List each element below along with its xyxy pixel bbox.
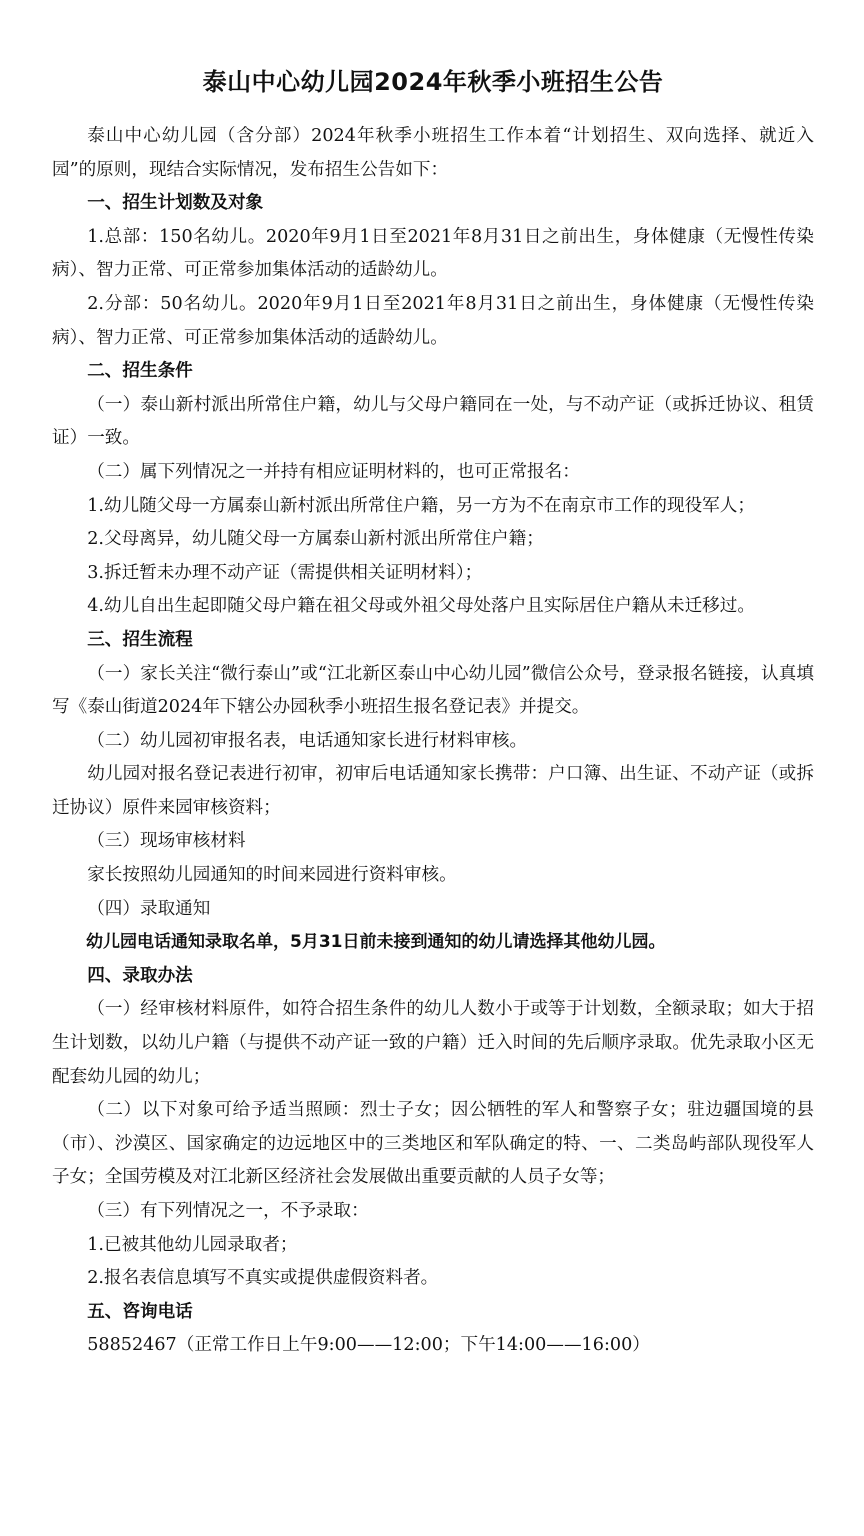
process-step-2: （二）幼儿园初审报名表，电话通知家长进行材料审核。 — [87, 730, 528, 751]
document-title: 泰山中心幼儿园2024年秋季小班招生公告 — [202, 68, 664, 96]
admission-rule-2: （二）以下对象可给予适当照顾：烈士子女；因公牺牲的军人和警察子女；驻边疆国境的县（市）、沙漠区、国家确定的边远地区中的三类地区和军队确定的特、一、二类岛屿部队现役军人子女；全国劳模及对江北新区经济社会发展做出重要贡献的人员子女等； — [52, 1100, 814, 1188]
intro-paragraph: 泰山中心幼儿园（含分部）2024年秋季小班招生工作本着“计划招生、双向选择、就近入园”的原则，现结合实际情况，发布招生公告如下： — [52, 126, 814, 180]
plan-main-campus: 1.总部：150名幼儿。2020年9月1日至2021年8月31日之前出生，身体健康（无慢性传染病）、智力正常、可正常参加集体活动的适龄幼儿。 — [52, 226, 814, 281]
section-heading-process: 三、招生流程 — [87, 629, 193, 650]
condition-2-item-2: 2.父母离异，幼儿随父母一方属泰山新村派出所常住户籍； — [87, 529, 544, 550]
admission-rule-1: （一）经审核材料原件，如符合招生条件的幼儿人数小于或等于计划数，全额录取；如大于招生计划数，以幼儿户籍（与提供不动产证一致的户籍）迁入时间的先后顺序录取。优先录取小区无配套幼儿园的幼儿； — [52, 999, 814, 1087]
process-step-4-detail: 幼儿园电话通知录取名单，5月31日前未接到通知的幼儿请选择其他幼儿园。 — [86, 932, 666, 953]
process-step-1: （一）家长关注“微行泰山”或“江北新区泰山中心幼儿园”微信公众号，登录报名链接，认真填写《泰山街道2024年下辖公办园秋季小班招生报名登记表》并提交。 — [52, 663, 814, 718]
process-step-3: （三）现场审核材料 — [87, 831, 246, 852]
contact-phone: 58852467（正常工作日上午9:00——12:00；下午14:00——16:00） — [87, 1335, 650, 1356]
notice-document — [52, 62, 814, 1363]
condition-2: （二）属下列情况之一并持有相应证明材料的，也可正常报名： — [87, 461, 580, 482]
process-step-2-detail: 幼儿园对报名登记表进行初审，初审后电话通知家长携带：户口簿、出生证、不动产证（或拆迁协议）原件来园审核资料； — [52, 764, 814, 818]
condition-2-item-4: 4.幼儿自出生起即随父母户籍在祖父母或外祖父母处落户且实际居住户籍从未迁移过。 — [87, 596, 755, 617]
condition-2-item-1: 1.幼儿随父母一方属泰山新村派出所常住户籍，另一方为不在南京市工作的现役军人； — [87, 495, 755, 516]
section-heading-admission: 四、录取办法 — [87, 965, 193, 986]
admission-rule-3-item-1: 1.已被其他幼儿园录取者； — [87, 1234, 298, 1255]
section-heading-conditions: 二、招生条件 — [87, 361, 193, 382]
admission-rule-3: （三）有下列情况之一，不予录取： — [87, 1201, 369, 1221]
process-step-3-detail: 家长按照幼儿园通知的时间来园进行资料审核。 — [87, 865, 457, 886]
section-heading-plan: 一、招生计划数及对象 — [87, 193, 264, 214]
admission-rule-3-item-2: 2.报名表信息填写不真实或提供虚假资料者。 — [87, 1268, 439, 1289]
section-heading-contact: 五、咨询电话 — [87, 1301, 193, 1322]
process-step-4: （四）录取通知 — [87, 898, 211, 919]
condition-2-item-3: 3.拆迁暂未办理不动产证（需提供相关证明材料）； — [87, 562, 483, 583]
plan-branch-campus: 2.分部：50名幼儿。2020年9月1日至2021年8月31日之前出生，身体健康（无慢性传染病）、智力正常、可正常参加集体活动的适龄幼儿。 — [52, 293, 814, 348]
condition-1: （一）泰山新村派出所常住户籍，幼儿与父母户籍同在一处，与不动产证（或拆迁协议、租赁证）一致。 — [52, 394, 814, 449]
